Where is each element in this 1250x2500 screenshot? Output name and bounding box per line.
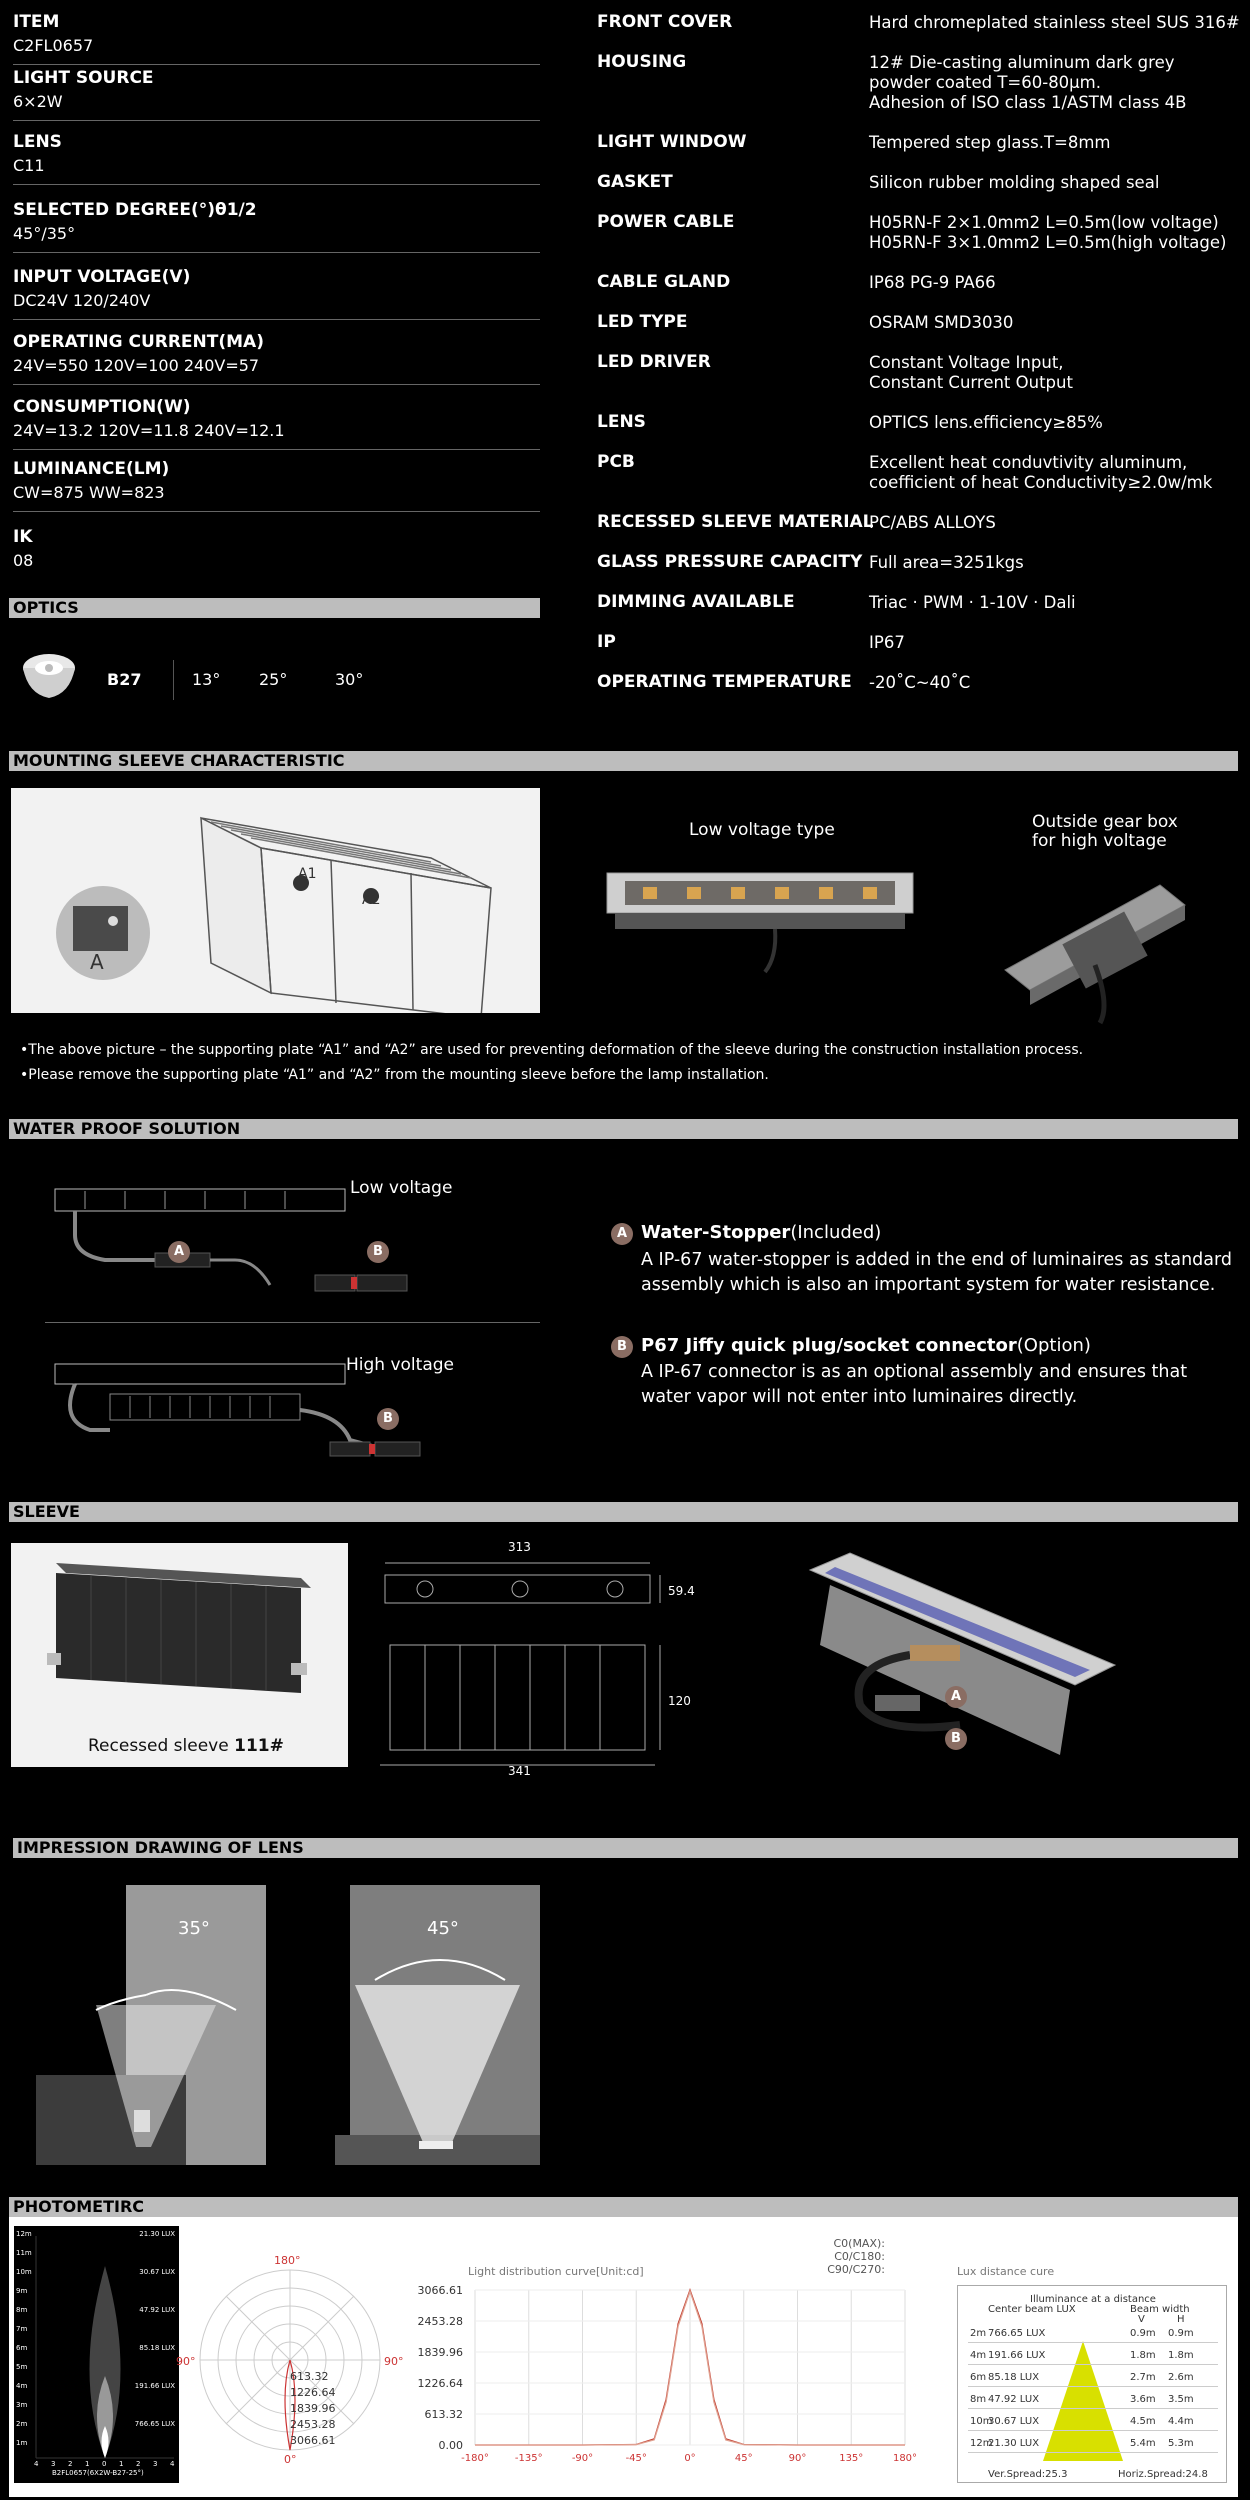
- x-tick-label: 180°: [892, 2453, 918, 2464]
- lux-cell: 0.9m: [1130, 2328, 1156, 2339]
- impression-bar: IMPRESSION DRAWING OF LENS: [13, 1838, 1238, 1858]
- legend-c0max: C0(MAX):: [833, 2237, 885, 2250]
- low-voltage-heading: Low voltage: [350, 1178, 453, 1198]
- spec-label: HOUSING: [597, 52, 687, 72]
- x-tick-label: -135°: [514, 2453, 543, 2464]
- y-tick-label: 1226.64: [417, 2377, 463, 2391]
- lux-hor: Horiz.Spread:24.8: [1118, 2469, 1208, 2480]
- spec-label: RECESSED SLEEVE MATERIAL: [597, 512, 874, 532]
- y-tick-label: 1839.96: [417, 2346, 463, 2360]
- mounting-note: •The above picture – the supporting plate “A1” and “A2” are used for preventing deformation of the sleeve during the construction installation process.: [20, 1042, 1084, 1058]
- lux-cell: 0.9m: [1168, 2328, 1194, 2339]
- polar-right: 90°: [384, 2355, 404, 2368]
- isolux-lux-label: 191.66 LUX: [134, 2382, 175, 2390]
- spec-value: Silicon rubber molding shaped seal: [869, 173, 1160, 192]
- x-tick-label: 0°: [684, 2453, 696, 2464]
- spec-label: LENS: [13, 132, 62, 152]
- lux-cell: 4m: [970, 2350, 987, 2361]
- sleeve-caption: Recessed sleeve 111#: [88, 1736, 284, 1756]
- isolux-y-label: 9m: [16, 2287, 28, 2295]
- lux-row-line: [968, 2408, 1218, 2409]
- x-tick-label: 90°: [788, 2453, 807, 2464]
- spec-label: IK: [13, 527, 33, 547]
- spec-label: IP: [597, 632, 616, 652]
- lux-row-line: [968, 2386, 1218, 2387]
- isolux-lux-label: 766.65 LUX: [134, 2420, 175, 2428]
- optics-bar: OPTICS: [9, 598, 540, 618]
- spec-label: OPERATING TEMPERATURE: [597, 672, 852, 692]
- angle-35: 35°: [178, 1918, 210, 1939]
- polar-left: 90°: [176, 2355, 196, 2368]
- x-tick-label: -90°: [571, 2453, 594, 2464]
- water-stopper-title: Water-Stopper(Included): [641, 1222, 882, 1243]
- waterproof-bar: WATER PROOF SOLUTION: [9, 1119, 1238, 1139]
- lux-cell: 10m: [970, 2416, 993, 2427]
- spec-value: 08: [13, 551, 34, 570]
- isolux-y-label: 1m: [16, 2439, 28, 2447]
- polar-ring-label: 1226.64: [290, 2386, 336, 2399]
- badge-b: B: [611, 1335, 633, 1358]
- isolux-caption: B2FL0657(6X2W-B27-25°): [52, 2469, 144, 2477]
- lux-cell: 12m: [970, 2438, 993, 2449]
- spec-value: OSRAM SMD3030: [869, 313, 1014, 332]
- lux-cell: 2m: [970, 2328, 987, 2339]
- lux-cell: 2.7m: [1130, 2372, 1156, 2383]
- badge-b: B: [377, 1407, 399, 1430]
- isolux-lux-label: 21.30 LUX: [139, 2230, 175, 2238]
- spec-row: [13, 132, 540, 185]
- lux-table: [957, 2285, 1227, 2483]
- spec-label: LED TYPE: [597, 312, 688, 332]
- spec-row: [13, 267, 540, 320]
- lens-code: B27: [107, 670, 142, 689]
- spec-label: SELECTED DEGREE(°)θ1/2: [13, 200, 257, 220]
- spec-value: C11: [13, 156, 45, 175]
- lux-head: Center beam LUX: [988, 2304, 1076, 2315]
- lux-cell: 85.18 LUX: [988, 2372, 1040, 2383]
- lux-row-line: [968, 2342, 1218, 2343]
- isolux-x-label: 1: [85, 2460, 90, 2468]
- isolux-lux-label: 47.92 LUX: [139, 2306, 175, 2314]
- badge-a: A: [168, 1240, 190, 1263]
- isolux-y-label: 3m: [16, 2401, 28, 2409]
- spec-value: Constant Voltage Input, Constant Current Output: [869, 353, 1073, 392]
- lux-cell: 3.6m: [1130, 2394, 1156, 2405]
- legend-c0c180: C0/C180:: [834, 2250, 885, 2263]
- lux-cell: 2.6m: [1168, 2372, 1194, 2383]
- lux-cell: 47.92 LUX: [988, 2394, 1040, 2405]
- spec-label: GASKET: [597, 172, 673, 192]
- mounting-bar: MOUNTING SLEEVE CHARACTERISTIC: [9, 751, 1238, 771]
- isolux-y-label: 10m: [16, 2268, 32, 2276]
- spec-label: POWER CABLE: [597, 212, 735, 232]
- spec-value: IP68 PG-9 PA66: [869, 273, 996, 292]
- sleeve-dimension-drawing: [375, 1535, 705, 1779]
- isolux-y-label: 2m: [16, 2420, 28, 2428]
- x-tick-label: -45°: [625, 2453, 647, 2464]
- spec-row: [13, 332, 540, 385]
- badge-b: B: [367, 1240, 389, 1263]
- spec-label: LIGHT SOURCE: [13, 68, 154, 88]
- isolux-plot: [14, 2226, 179, 2483]
- spec-value: Hard chromeplated stainless steel SUS 316#: [869, 13, 1240, 32]
- x-tick-label: -180°: [461, 2453, 489, 2464]
- optic-angle: 25°: [259, 670, 288, 689]
- isolux-x-label: 3: [51, 2460, 56, 2468]
- isolux-y-label: 5m: [16, 2363, 28, 2371]
- isolux-x-label: 2: [136, 2460, 141, 2468]
- dim-120: 120: [668, 1694, 691, 1708]
- polar-ring-label: 1839.96: [290, 2402, 336, 2415]
- legend-c90c270: C90/C270:: [827, 2263, 885, 2276]
- spec-label: CABLE GLAND: [597, 272, 731, 292]
- spec-value: 24V=13.2 120V=11.8 240V=12.1: [13, 421, 285, 440]
- spec-label: CONSUMPTION(W): [13, 397, 191, 417]
- mounting-note: •Please remove the supporting plate “A1” and “A2” from the mounting sleeve before the lamp installation.: [20, 1067, 769, 1083]
- label-a: A: [90, 950, 104, 974]
- isolux-x-label: 2: [68, 2460, 73, 2468]
- low-voltage-fixture: [605, 867, 925, 981]
- spec-value: -20˚C~40˚C: [869, 673, 971, 692]
- isolux-lux-label: 85.18 LUX: [139, 2344, 175, 2352]
- lux-row-line: [968, 2452, 1218, 2453]
- lux-head: Illuminance at a distance: [1030, 2294, 1156, 2305]
- lux-cell: 1.8m: [1130, 2350, 1156, 2361]
- spec-value: H05RN-F 2×1.0mm2 L=0.5m(low voltage) H05RN-F 3×1.0mm2 L=0.5m(high voltage): [869, 213, 1227, 252]
- lux-head: H: [1177, 2314, 1185, 2325]
- y-tick-label: 613.32: [424, 2408, 463, 2421]
- lux-cell: 4.5m: [1130, 2416, 1156, 2427]
- polar-top: 180°: [274, 2254, 301, 2267]
- spec-row: [13, 459, 540, 512]
- isolux-x-label: 4: [170, 2460, 175, 2468]
- high-voltage-fixture: [1000, 865, 1190, 1029]
- divider: [45, 1322, 540, 1323]
- polar-bottom: 0°: [284, 2453, 297, 2466]
- lens-image: [20, 650, 78, 706]
- photometric-bar: PHOTOMETIRC: [9, 2197, 1238, 2217]
- spec-label: LUMINANCE(LM): [13, 459, 170, 479]
- isolux-y-label: 6m: [16, 2344, 28, 2352]
- lux-cell: 766.65 LUX: [988, 2328, 1046, 2339]
- connector-text: A IP-67 connector is as an optional assembly and ensures that water vapor will not enter into luminaires directly.: [641, 1362, 1188, 1407]
- isolux-y-label: 12m: [16, 2230, 32, 2238]
- lux-row-line: [968, 2430, 1218, 2431]
- impression-35: [36, 1885, 266, 2169]
- divider: [173, 660, 174, 700]
- lux-cell: 30.67 LUX: [988, 2416, 1040, 2427]
- lux-cell: 5.4m: [1130, 2438, 1156, 2449]
- spec-value: Excellent heat conduvtivity aluminum, coefficient of heat Conductivity≥2.0w/mk: [869, 453, 1213, 492]
- spec-value: 12# Die-casting aluminum dark grey powder coated T=60-80μm. Adhesion of ISO class 1/ASTM class 4B: [869, 53, 1187, 112]
- badge-a: A: [945, 1685, 967, 1708]
- sleeve-bar: SLEEVE: [9, 1502, 1238, 1522]
- x-tick-label: 135°: [839, 2453, 864, 2464]
- sleeve-photo: [11, 1543, 348, 1767]
- spec-label: OPERATING CURRENT(MA): [13, 332, 264, 352]
- spec-value: 6×2W: [13, 92, 63, 111]
- spec-label: PCB: [597, 452, 635, 472]
- isolux-y-label: 4m: [16, 2382, 28, 2390]
- spec-value: DC24V 120/240V: [13, 291, 151, 310]
- angle-45: 45°: [427, 1918, 459, 1939]
- badge-b: B: [945, 1727, 967, 1750]
- lux-cell: 21.30 LUX: [988, 2438, 1040, 2449]
- spec-label: LED DRIVER: [597, 352, 711, 372]
- isolux-x-label: 3: [153, 2460, 158, 2468]
- isolux-x-label: 4: [34, 2460, 39, 2468]
- isolux-lux-label: 30.67 LUX: [139, 2268, 175, 2276]
- lux-head: V: [1138, 2314, 1145, 2325]
- mounting-sleeve-illustration: [11, 788, 540, 1013]
- spec-value: OPTICS lens.efficiency≥85%: [869, 413, 1103, 432]
- optic-angle: 13°: [192, 670, 221, 689]
- curve-legend: [800, 2237, 885, 2276]
- lux-cell: 191.66 LUX: [988, 2350, 1046, 2361]
- lux-cell: 4.4m: [1168, 2416, 1194, 2427]
- y-tick-label: 0.00: [438, 2439, 463, 2452]
- y-tick-label: 3066.61: [417, 2284, 463, 2297]
- spec-value: PC/ABS ALLOYS: [869, 513, 996, 532]
- lux-cell: 3.5m: [1168, 2394, 1194, 2405]
- high-voltage-label: Outside gear box for high voltage: [1032, 812, 1178, 851]
- spec-row: [13, 527, 540, 575]
- y-tick-label: 2453.28: [417, 2315, 463, 2329]
- high-voltage-assembly: [50, 1360, 510, 1474]
- optic-angle: 30°: [335, 670, 364, 689]
- spec-value: Tempered step glass.T=8mm: [869, 133, 1111, 152]
- dim-341: 341: [508, 1764, 531, 1778]
- low-voltage-label: Low voltage type: [689, 820, 835, 840]
- isolux-y-label: 7m: [16, 2325, 28, 2333]
- spec-row: [13, 68, 540, 121]
- label-a1: A1: [298, 866, 317, 882]
- light-distribution-chart: [400, 2280, 920, 2480]
- spec-label: ITEM: [13, 12, 60, 32]
- x-tick-label: 45°: [734, 2453, 753, 2464]
- spec-label: INPUT VOLTAGE(V): [13, 267, 191, 287]
- spec-row: [13, 397, 540, 450]
- lux-cell: 1.8m: [1168, 2350, 1194, 2361]
- spec-value: CW=875 WW=823: [13, 483, 165, 502]
- spec-label: GLASS PRESSURE CAPACITY: [597, 552, 863, 572]
- spec-value: Full area=3251kgs: [869, 553, 1024, 572]
- polar-ring-label: 2453.28: [290, 2418, 336, 2431]
- lux-head: Beam width: [1130, 2304, 1190, 2315]
- spec-value: IP67: [869, 633, 905, 652]
- spec-value: Triac · PWM · 1-10V · Dali: [869, 593, 1076, 612]
- spec-value: 24V=550 120V=100 240V=57: [13, 356, 260, 375]
- curve-title: Light distribution curve[Unit:cd]: [468, 2265, 644, 2278]
- spec-label: FRONT COVER: [597, 12, 733, 32]
- lux-row-line: [968, 2364, 1218, 2365]
- lux-ver: Ver.Spread:25.3: [988, 2469, 1068, 2480]
- lux-cell: 5.3m: [1168, 2438, 1194, 2449]
- isolux-y-label: 8m: [16, 2306, 28, 2314]
- spec-row: [13, 12, 540, 65]
- spec-label: LENS: [597, 412, 646, 432]
- isolux-x-label: 0: [102, 2460, 107, 2468]
- spec-row: [13, 200, 540, 253]
- badge-a: A: [611, 1222, 633, 1245]
- isolux-x-label: 1: [119, 2460, 124, 2468]
- high-voltage-heading: High voltage: [346, 1355, 454, 1375]
- lux-title: Lux distance cure: [957, 2265, 1055, 2278]
- spec-label: DIMMING AVAILABLE: [597, 592, 795, 612]
- lux-cell: 8m: [970, 2394, 987, 2405]
- isolux-y-label: 11m: [16, 2249, 32, 2257]
- polar-ring-label: 3066.61: [290, 2434, 336, 2447]
- connector-title: P67 Jiffy quick plug/socket connector(Option): [641, 1335, 1091, 1356]
- spec-value: C2FL0657: [13, 36, 94, 55]
- water-stopper-text: A IP-67 water-stopper is added in the end of luminaires as standard assembly which is also an important system for water resistance.: [641, 1250, 1232, 1295]
- lux-cell: 6m: [970, 2372, 987, 2383]
- dim-313: 313: [508, 1540, 531, 1554]
- polar-ring-label: 613.32: [290, 2370, 329, 2383]
- dim-59: 59.4: [668, 1584, 695, 1598]
- low-voltage-assembly: [45, 1185, 485, 1299]
- spec-value: 45°/35°: [13, 224, 76, 243]
- label-a2: A2: [362, 892, 381, 908]
- spec-label: LIGHT WINDOW: [597, 132, 747, 152]
